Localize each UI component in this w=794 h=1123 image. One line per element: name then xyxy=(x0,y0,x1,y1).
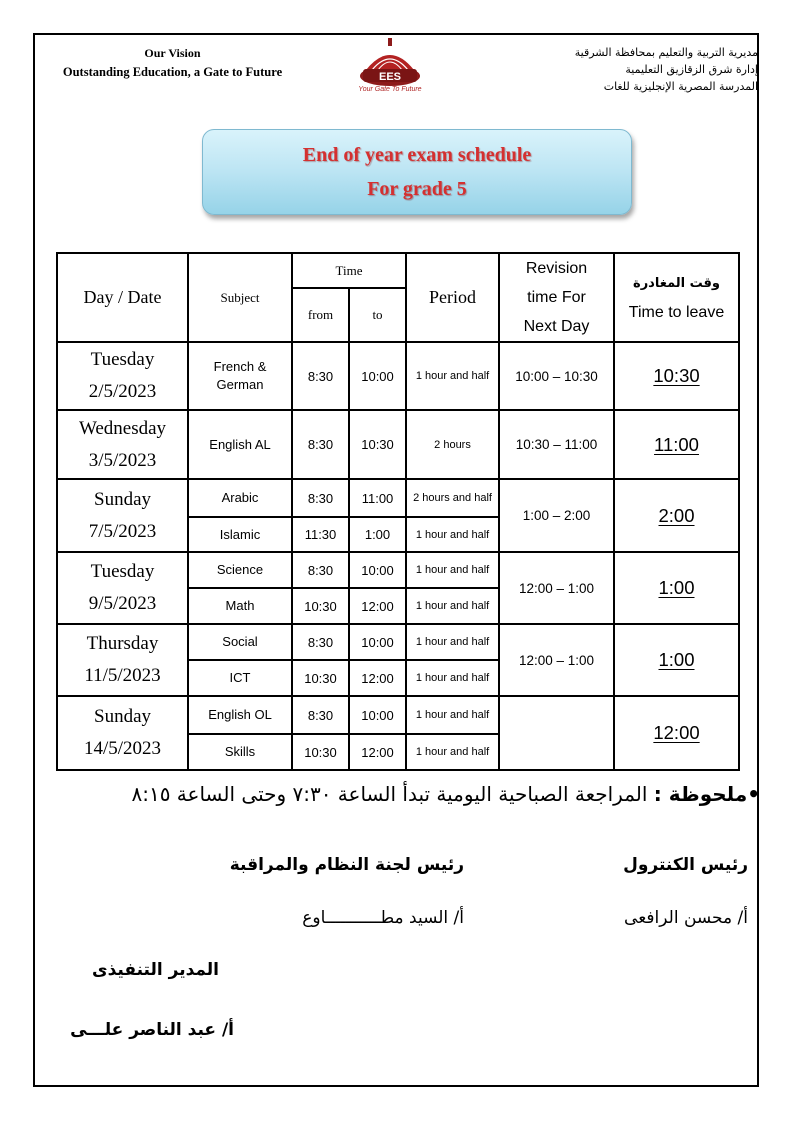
subject-cell: Arabic xyxy=(188,479,292,517)
period-cell: 1 hour and half xyxy=(406,734,499,770)
to-cell: 10:00 xyxy=(349,342,406,410)
day-date-cell xyxy=(57,342,188,410)
header-revision-line: Revision xyxy=(525,260,588,277)
from-cell: 8:30 xyxy=(292,696,349,734)
leave-cell: 1:00 xyxy=(614,552,739,624)
subject-cell: Skills xyxy=(188,734,292,770)
to-cell: 10:00 xyxy=(349,696,406,734)
exec-manager-title: المدير التنفيذى xyxy=(92,960,219,980)
to-cell: 12:00 xyxy=(349,588,406,624)
period-cell: 1 hour and half xyxy=(406,660,499,696)
logo-tagline: Your Gate To Future xyxy=(358,86,422,93)
leave-cell: 2:00 xyxy=(614,479,739,552)
from-cell: 10:30 xyxy=(292,588,349,624)
revision-cell xyxy=(499,696,614,770)
ministry-line: إدارة شرق الزقازيق التعليمية xyxy=(625,63,758,76)
revision-cell: 10:00 – 10:30 xyxy=(499,342,614,410)
from-cell: 8:30 xyxy=(292,552,349,588)
header-time-to-leave xyxy=(614,253,739,342)
to-cell: 10:00 xyxy=(349,624,406,660)
revision-cell: 1:00 – 2:00 xyxy=(499,479,614,552)
day-date-cell xyxy=(57,624,188,696)
table-row xyxy=(57,479,739,517)
note-text: المراجعة الصباحية اليومية تبدأ الساعة ٧:٣٠ وحتى الساعة ٨:١٥ xyxy=(131,782,648,806)
period-cell: 1 hour and half xyxy=(406,588,499,624)
day-name: Thursday xyxy=(86,633,159,654)
subject-cell: Social xyxy=(188,624,292,660)
day-name: Tuesday xyxy=(90,561,155,582)
header-period: Period xyxy=(406,253,499,342)
vision-text: Outstanding Education, a Gate to Future xyxy=(62,65,283,79)
subject-cell: Math xyxy=(188,588,292,624)
header-revision-line: Next Day xyxy=(523,318,590,335)
exam-date: 9/5/2023 xyxy=(88,593,157,614)
subject-cell: French & German xyxy=(188,342,292,410)
to-cell: 10:00 xyxy=(349,552,406,588)
period-cell: 1 hour and half xyxy=(406,552,499,588)
table-row xyxy=(57,696,739,734)
subject-cell: Science xyxy=(188,552,292,588)
to-cell: 11:00 xyxy=(349,479,406,517)
ministry-header xyxy=(498,44,758,95)
day-date-cell xyxy=(57,696,188,770)
day-date-cell xyxy=(57,479,188,552)
exam-date: 2/5/2023 xyxy=(88,381,157,402)
period-cell: 1 hour and half xyxy=(406,517,499,552)
revision-cell: 12:00 – 1:00 xyxy=(499,552,614,624)
ministry-line: مديرية التربية والتعليم بمحافظة الشرقية xyxy=(574,46,758,59)
leave-cell: 12:00 xyxy=(614,696,739,770)
header-to: to xyxy=(349,288,406,342)
school-logo xyxy=(336,36,444,98)
to-cell: 12:00 xyxy=(349,660,406,696)
revision-cell: 10:30 – 11:00 xyxy=(499,410,614,479)
revision-cell: 12:00 – 1:00 xyxy=(499,624,614,696)
table-row xyxy=(57,624,739,660)
from-cell: 8:30 xyxy=(292,342,349,410)
from-cell: 11:30 xyxy=(292,517,349,552)
header-subject: Subject xyxy=(188,253,292,342)
leave-cell: 10:30 xyxy=(614,342,739,410)
day-date-cell xyxy=(57,552,188,624)
day-name: Wednesday xyxy=(78,417,167,439)
day-date-cell xyxy=(57,410,188,479)
committee-head-title: رئيس لجنة النظام والمراقبة xyxy=(229,855,464,875)
table-row xyxy=(57,552,739,588)
period-cell: 1 hour and half xyxy=(406,342,499,410)
to-cell: 1:00 xyxy=(349,517,406,552)
exec-manager-name: أ/ عبد الناصر علـــى xyxy=(70,1020,234,1040)
header-leave-arabic: وقت المغادرة xyxy=(633,275,720,291)
control-head-title: رئيس الكنترول xyxy=(623,855,748,875)
header-leave-english: Time to leave xyxy=(628,303,725,321)
table-row xyxy=(57,342,739,410)
subject-cell: Islamic xyxy=(188,517,292,552)
subject-cell: English OL xyxy=(188,696,292,734)
to-cell: 12:00 xyxy=(349,734,406,770)
note-label: •ملحوظة : xyxy=(653,782,760,806)
morning-revision-note xyxy=(80,782,760,806)
leave-cell: 11:00 xyxy=(614,410,739,479)
table-row xyxy=(57,410,739,479)
period-cell: 2 hours and half xyxy=(406,479,499,517)
grade-title: For grade 5 xyxy=(367,178,467,200)
exam-schedule-table xyxy=(56,252,740,771)
vision-block xyxy=(40,44,305,82)
to-cell: 10:30 xyxy=(349,410,406,479)
header-revision xyxy=(499,253,614,342)
exam-date: 3/5/2023 xyxy=(88,449,157,471)
day-name: Sunday xyxy=(94,706,151,727)
period-cell: 2 hours xyxy=(406,410,499,479)
committee-head-name: أ/ السيد مطـــــــــــاوع xyxy=(302,908,464,928)
leave-cell: 1:00 xyxy=(614,624,739,696)
title-box xyxy=(202,129,632,215)
header-time: Time xyxy=(292,253,406,288)
header-day-date: Day / Date xyxy=(57,253,188,342)
school-logo-icon xyxy=(336,36,444,88)
day-name: Tuesday xyxy=(90,349,155,370)
period-cell: 1 hour and half xyxy=(406,624,499,660)
exam-date: 14/5/2023 xyxy=(83,738,162,759)
ministry-line: المدرسة المصرية الإنجليزية للغات xyxy=(603,80,758,93)
subject-cell: English AL xyxy=(188,410,292,479)
control-head-name: أ/ محسن الرافعى xyxy=(624,908,748,928)
from-cell: 8:30 xyxy=(292,479,349,517)
day-name: Sunday xyxy=(94,488,151,510)
schedule-title: End of year exam schedule xyxy=(302,144,532,166)
from-cell: 8:30 xyxy=(292,410,349,479)
exam-date: 7/5/2023 xyxy=(88,520,157,542)
exam-date: 11/5/2023 xyxy=(84,665,161,686)
from-cell: 10:30 xyxy=(292,734,349,770)
vision-title: Our Vision xyxy=(144,46,201,60)
from-cell: 10:30 xyxy=(292,660,349,696)
from-cell: 8:30 xyxy=(292,624,349,660)
header-from: from xyxy=(292,288,349,342)
logo-text: EES xyxy=(378,71,402,83)
header-revision-line: time For xyxy=(527,289,586,306)
subject-cell: ICT xyxy=(188,660,292,696)
period-cell: 1 hour and half xyxy=(406,696,499,734)
